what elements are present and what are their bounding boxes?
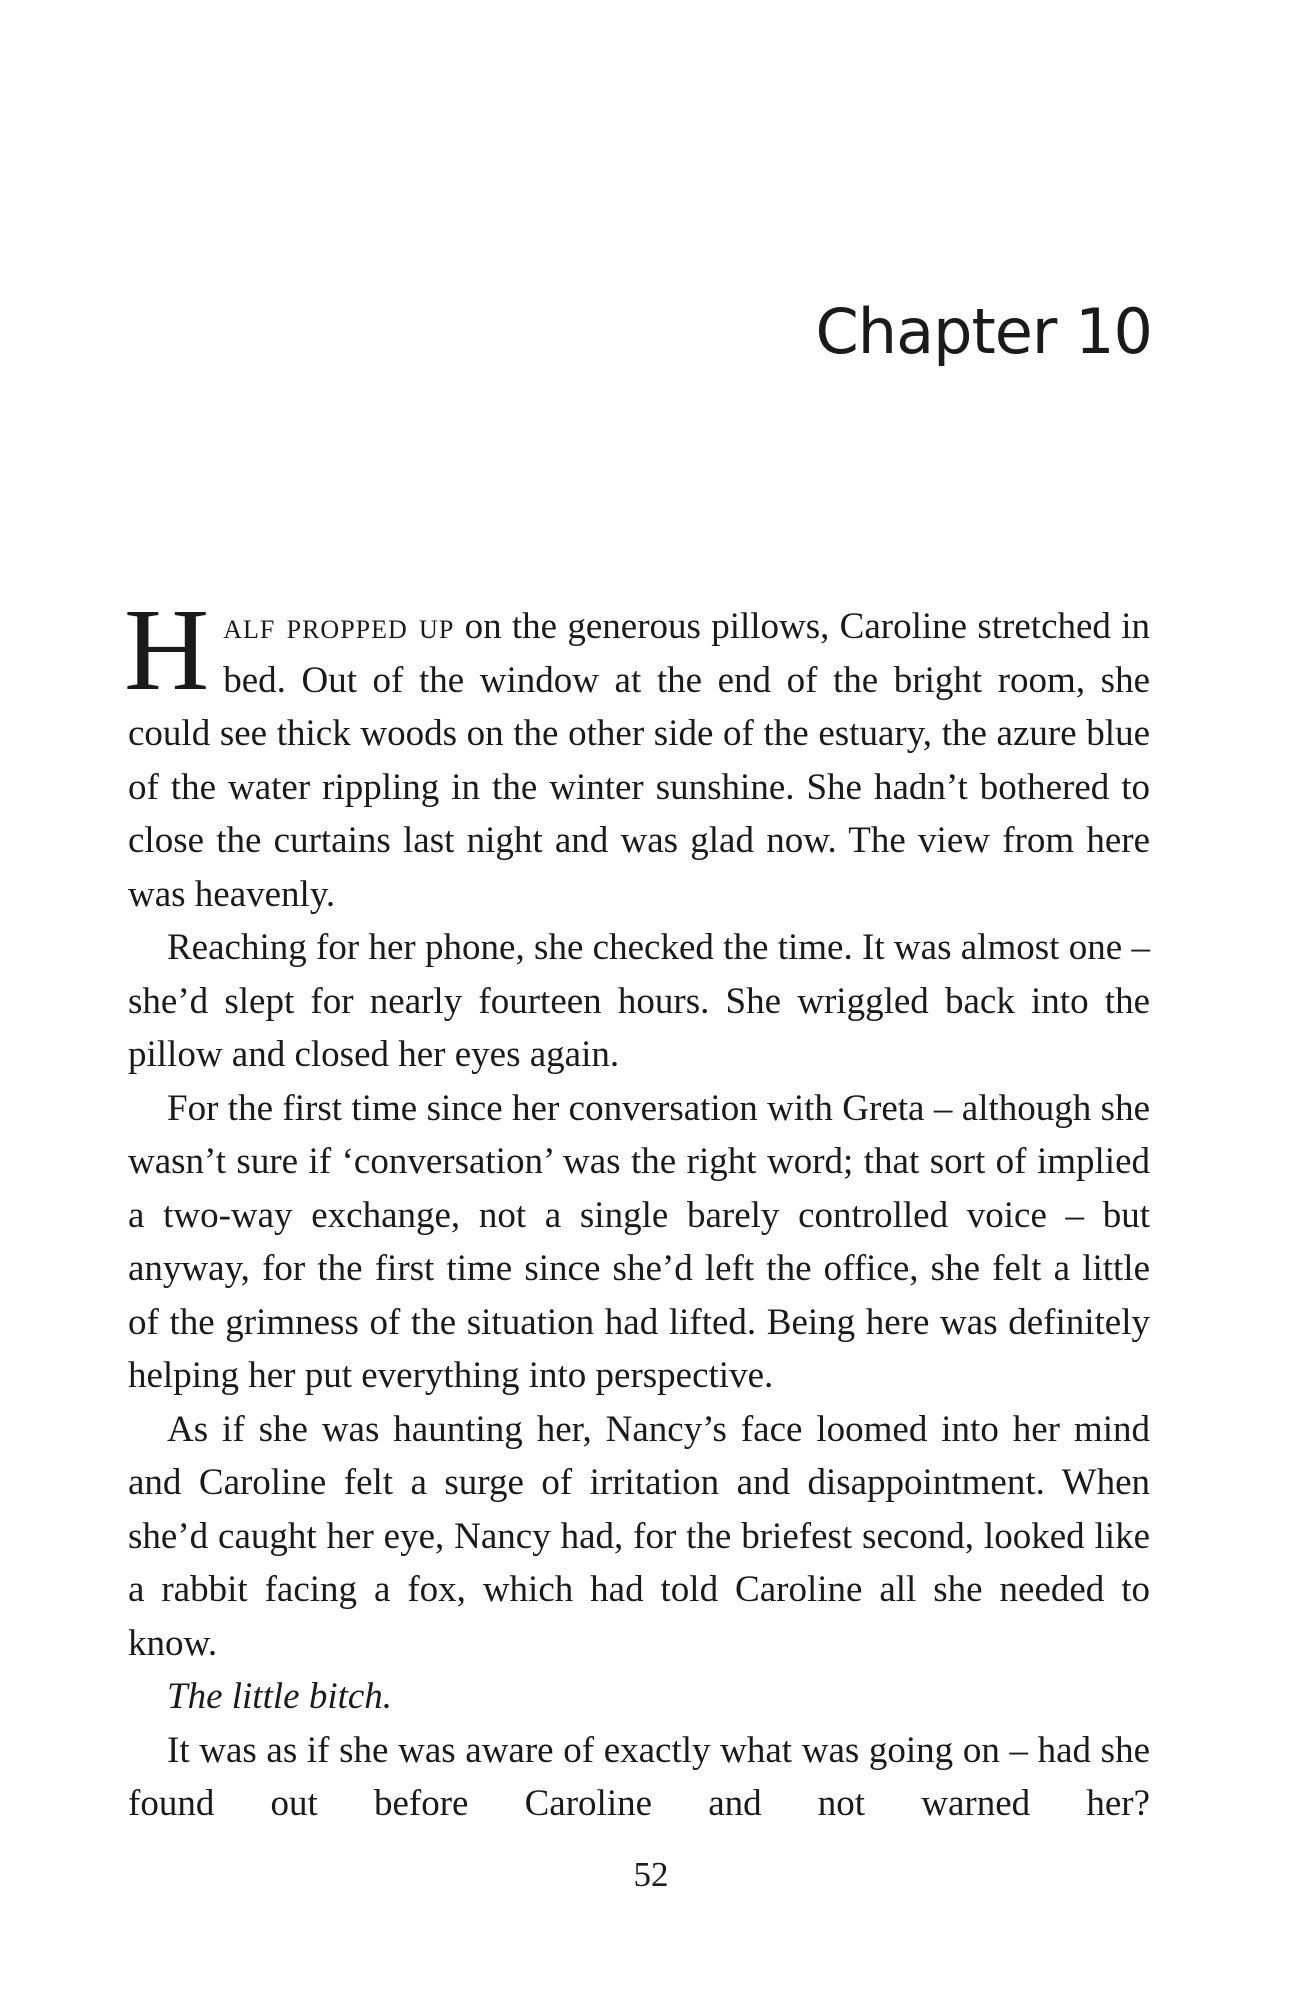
chapter-title: Chapter 10	[815, 295, 1152, 368]
page-number: 52	[633, 1855, 669, 1894]
paragraph-5: The little bitch.	[167, 1676, 393, 1717]
paragraph-6: It was as if she was aware of exactly what was going on – had she found out before Caroline and not warned her?	[128, 1729, 1150, 1824]
paragraph-1-text: on the generous pillows, Caroline stretched in bed. Out of the window at the end of the bright room, she could see thick woods on the other side of the estuary, the azure blue of the water rippling in the winter sunshine. She hadn’t bothered to close the curtains last night and was glad now. The view from here was heavenly.	[128, 606, 1150, 915]
drop-cap: H	[124, 584, 210, 715]
paragraph-4: As if she was haunting her, Nancy’s face loomed into her mind and Caroline felt a surge of irritation and disappointment. When she’d caught her eye, Nancy had, for the briefest second, looked like a rabbit facing a fox, which had told Caroline all she needed to know.	[128, 1408, 1150, 1664]
paragraph-1	[124, 584, 1150, 921]
paragraph-3: For the first time since her conversation with Greta – although she wasn’t sure if ‘conversation’ was the right word; that sort of implied a two-way exchange, not a single barely controlled voice – but anyway, for the first time since she’d left the office, she felt a little of the grimness of the situation had lifted. Being here was definitely helping her put everything into perspective.	[128, 1087, 1150, 1396]
chapter-body	[124, 584, 1150, 1831]
paragraph-2: Reaching for her phone, she checked the time. It was almost one – she’d slept for nearly fourteen hours. She wriggled back into the pillow and closed her eyes again.	[128, 927, 1150, 1075]
opening-small-caps: alf propped up	[223, 606, 455, 647]
